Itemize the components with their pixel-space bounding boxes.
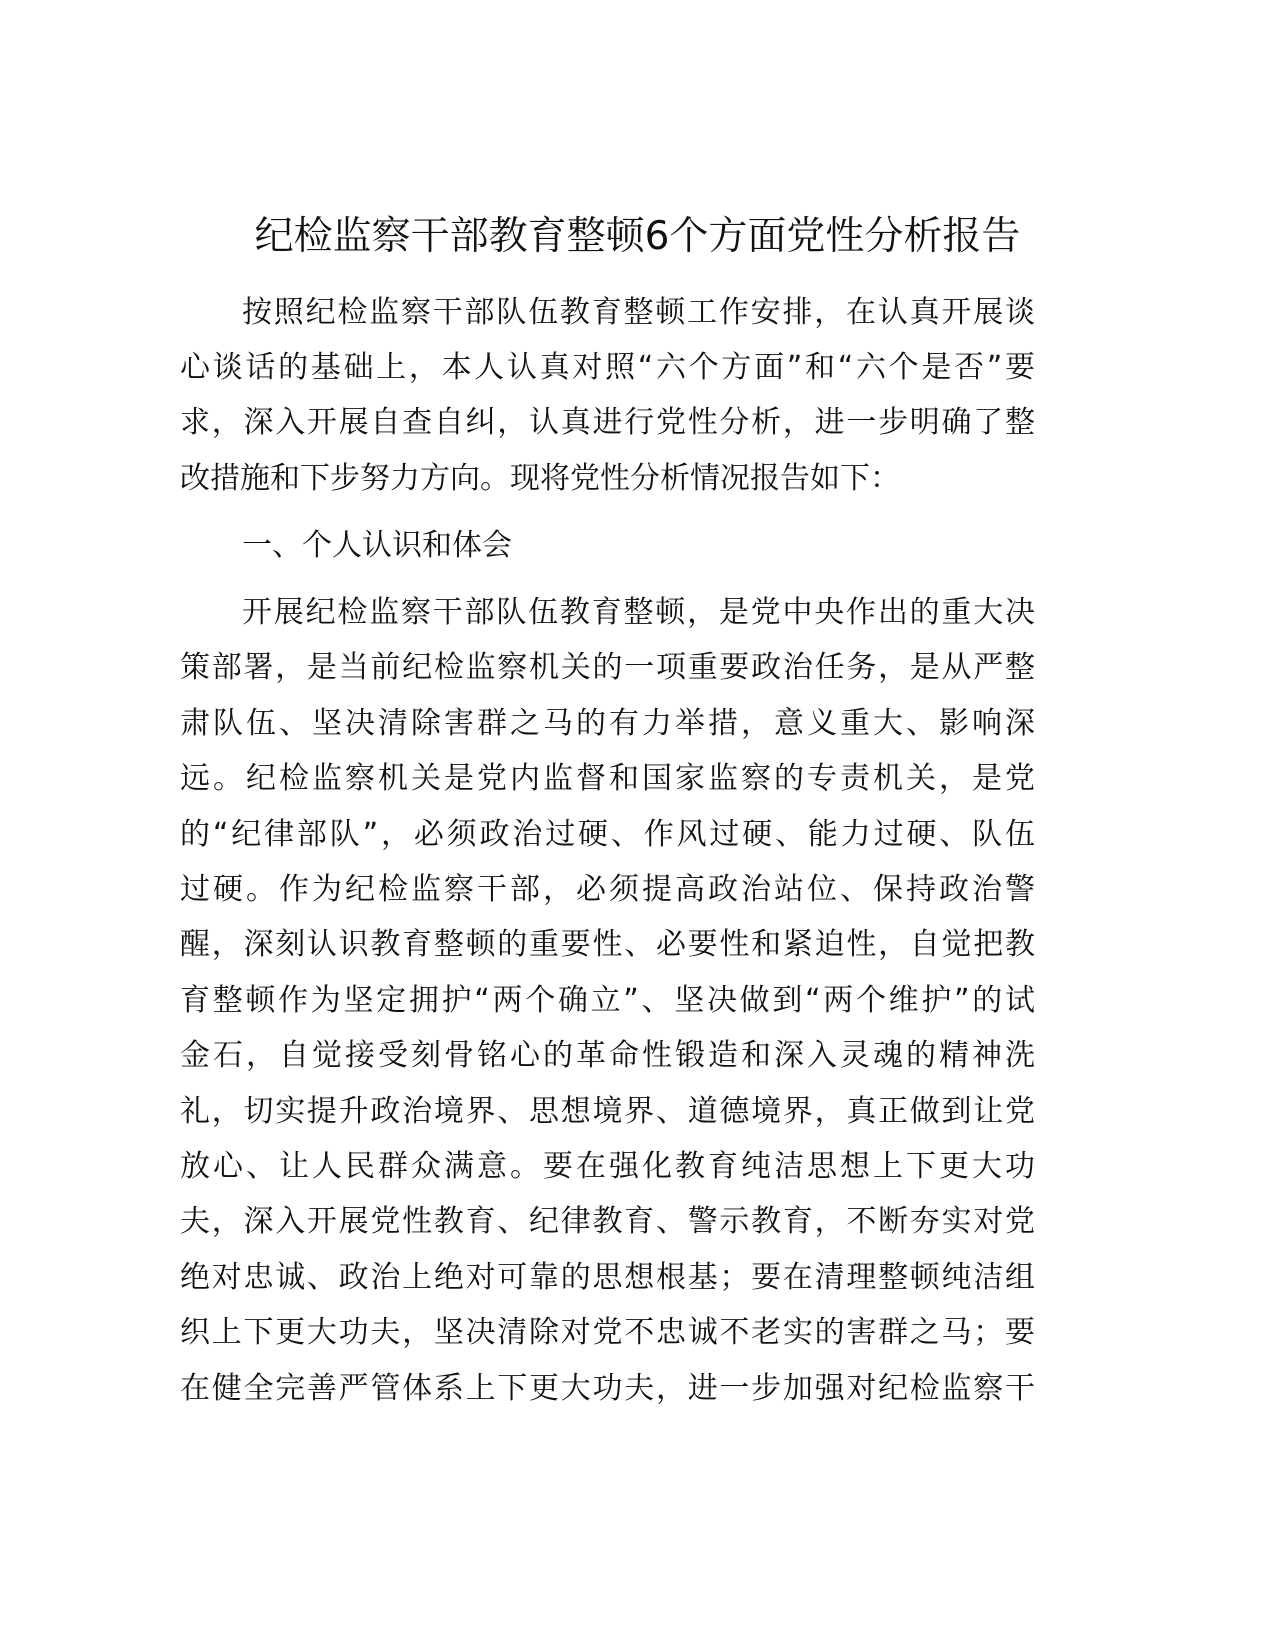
paragraph-line: 金石，自觉接受刻骨铭心的革命性锻造和深入灵魂的精神洗 xyxy=(180,1038,1035,1074)
paragraph-line: 远。纪检监察机关是党内监督和国家监察的专责机关，是党 xyxy=(180,761,1035,797)
paragraph-line: 礼，切实提升政治境界、思想境界、道德境界，真正做到让党 xyxy=(180,1093,1035,1129)
paragraph-line: 绝对忠诚、政治上绝对可靠的思想根基；要在清理整顿纯洁组 xyxy=(180,1259,1035,1295)
paragraph-line: 织上下更大功夫，坚决清除对党不忠诚不老实的害群之马；要 xyxy=(180,1315,1035,1351)
section-heading: 一、个人认识和体会 xyxy=(242,528,512,563)
paragraph-line: 策部署，是当前纪检监察机关的一项重要政治任务，是从严整 xyxy=(180,650,1035,686)
paragraph-line: 过硬。作为纪检监察干部，必须提高政治站位、保持政治警 xyxy=(180,872,1035,907)
paragraph-line: 的“纪律部队”，必须政治过硬、作风过硬、能力过硬、队伍 xyxy=(180,816,1035,852)
paragraph-line: 求，深入开展自查自纠，认真进行党性分析，进一步明确了整 xyxy=(180,405,1035,440)
paragraph-line: 夫，深入开展党性教育、纪律教育、警示教育，不断夯实对党 xyxy=(180,1204,1035,1240)
paragraph-line: 肃队伍、坚决清除害群之马的有力举措，意义重大、影响深 xyxy=(180,705,1035,741)
paragraph-line: 心谈话的基础上，本人认真对照“六个方面”和“六个是否”要 xyxy=(180,350,1035,385)
paragraph-line: 醒，深刻认识教育整顿的重要性、必要性和紧迫性，自觉把教 xyxy=(180,927,1035,963)
paragraph-line: 在健全完善严管体系上下更大功夫，进一步加强对纪检监察干 xyxy=(180,1370,1035,1406)
paragraph-line: 育整顿作为坚定拥护“两个确立”、坚决做到“两个维护”的试 xyxy=(180,982,1035,1018)
paragraph-line: 改措施和下步努力方向。现将党性分析情况报告如下： xyxy=(180,461,900,496)
document-title: 纪检监察干部教育整顿6个方面党性分析报告 xyxy=(254,214,1021,259)
paragraph-line: 放心、让人民群众满意。要在强化教育纯洁思想上下更大功 xyxy=(180,1149,1035,1184)
paragraph-line: 按照纪检监察干部队伍教育整顿工作安排，在认真开展谈 xyxy=(242,295,1035,330)
paragraph-line: 开展纪检监察干部队伍教育整顿，是党中央作出的重大决 xyxy=(242,595,1035,630)
